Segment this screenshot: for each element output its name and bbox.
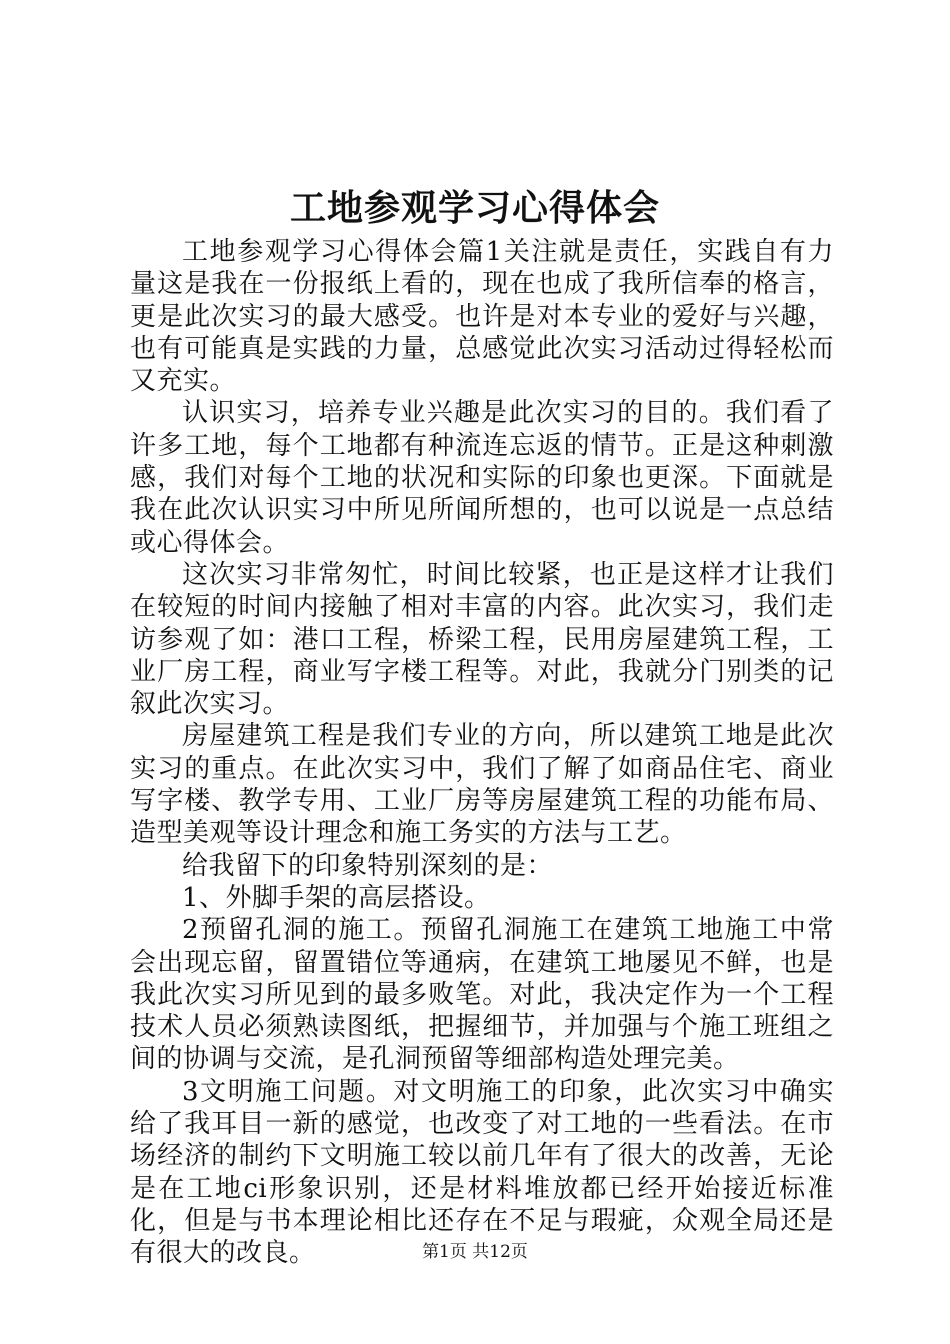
paragraph: 房屋建筑工程是我们专业的方向，所以建筑工地是此次实习的重点。在此次实习中，我们了解了如商品住宅、商业写字楼、教学专用、工业厂房等房屋建筑工程的功能布局、造型美观等设计理念和施工务实的方法与工艺。 [130,721,834,849]
paragraph: 这次实习非常匆忙，时间比较紧，也正是这样才让我们在较短的时间内接触了相对丰富的内容。此次实习，我们走访参观了如：港口工程，桥梁工程，民用房屋建筑工程，工业厂房工程，商业写字楼工程等。对此，我就分门别类的记叙此次实习。 [130,559,834,720]
paragraph: 3文明施工问题。对文明施工的印象，此次实习中确实给了我耳目一新的感觉，也改变了对工地的一些看法。在市场经济的制约下文明施工较以前几年有了很大的改善，无论是在工地ci形象识别，还是材料堆放都已经开始接近标准化，但是与书本理论相比还存在不足与瑕疵，众观全局还是有很大的改良。 [130,1076,834,1269]
paragraph: 认识实习，培养专业兴趣是此次实习的目的。我们看了许多工地，每个工地都有种流连忘返的情节。正是这种刺激感，我们对每个工地的状况和实际的印象也更深。下面就是我在此次认识实习中所见所闻所想的，也可以说是一点总结或心得体会。 [130,398,834,558]
paragraph: 2预留孔洞的施工。预留孔洞施工在建筑工地施工中常会出现忘留，留置错位等通病，在建筑工地屡见不鲜，也是我此次实习所见到的最多败笔。对此，我决定作为一个工程技术人员必须熟读图纸，把握细节，并加强与个施工班组之间的协调与交流，是孔洞预留等细部构造处理完美。 [130,915,834,1075]
paragraph: 1、外脚手架的高层搭设。 [182,882,491,913]
paragraph: 工地参观学习心得体会篇1关注就是责任，实践自有力量这是我在一份报纸上看的，现在也成了我所信奉的格言，更是此次实习的最大感受。也许是对本专业的爱好与兴趣，也有可能真是实践的力量，总感觉此次实习活动过得轻松而又充实。 [130,237,834,397]
document-body [130,236,834,1270]
page-title: 工地参观学习心得体会 [289,187,660,229]
paragraph: 给我留下的印象特别深刻的是： [182,850,554,881]
page-number: 第1页 共12页 [422,1242,528,1262]
